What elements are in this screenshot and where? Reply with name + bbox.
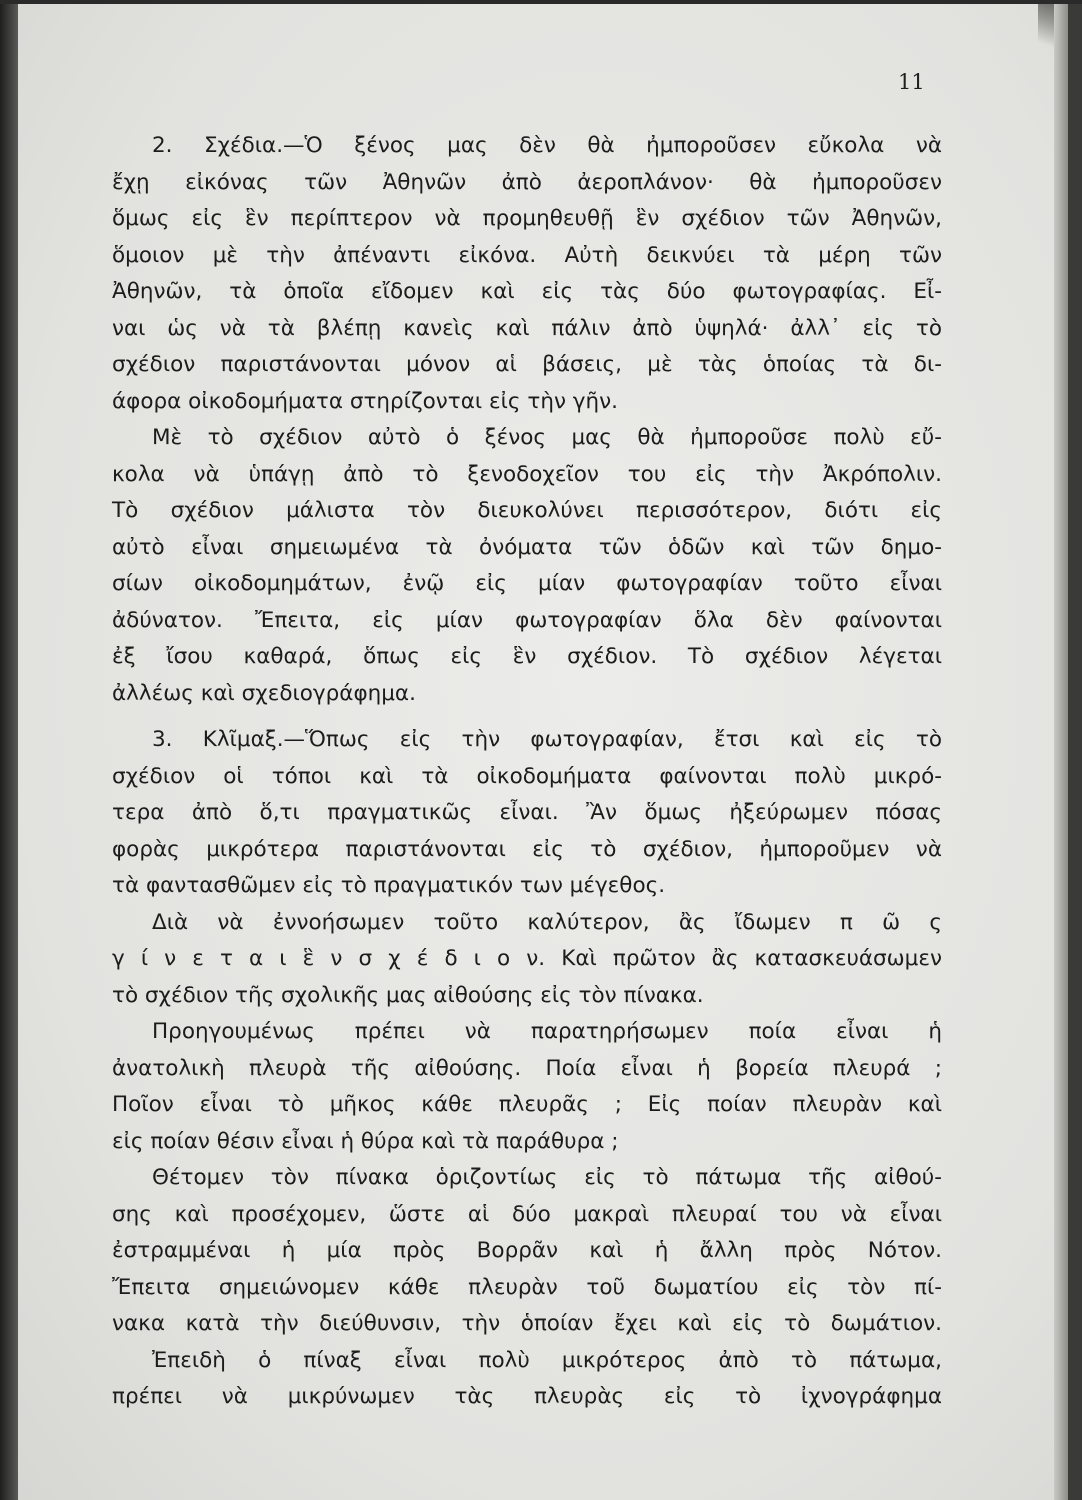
text-line: ἀδύνατον. Ἔπειτα, εἰς μίαν φωτογραφίαν ὅλα δὲν φαίνονται	[112, 607, 942, 633]
text-line: ἀλλέως καὶ σχεδιογράφημα.	[112, 680, 416, 706]
text-line: ὅμοιον μὲ τὴν ἀπέναντι εἰκόνα. Αὐτὴ δεικνύει τὰ μέρη τῶν	[112, 242, 942, 268]
text-line: 2. Σχέδια.—Ὁ ξένος μας δὲν θὰ ἠμποροῦσεν εὔκολα νὰ	[152, 133, 942, 158]
text-line: ναι ὡς νὰ τὰ βλέπῃ κανεὶς καὶ πάλιν ἀπὸ ὑψηλά· ἀλλ᾽ εἰς τὸ	[112, 315, 942, 341]
text-line: άφορα οἰκοδομήματα στηρίζονται εἰς τὴν γῆν.	[112, 388, 618, 414]
text-line: ἐστραμμέναι ἡ μία πρὸς Βορρᾶν καὶ ἡ ἄλλη πρὸς Νότον.	[112, 1238, 942, 1263]
scan-top-edge	[0, 0, 1082, 4]
text-line: σχέδιον παριστάνονται μόνον αἱ βάσεις, μὲ τὰς ὁποίας τὰ δι-	[112, 352, 942, 377]
page-right-edge	[1054, 0, 1068, 1500]
text-line: τερα ἀπὸ ὅ,τι πραγματικῶς εἶναι. Ἂν ὅμως ἠξεύρωμεν πόσας	[112, 800, 942, 825]
text-line: Ἐπειδὴ ὁ πίναξ εἶναι πολὺ μικρότερος ἀπὸ τὸ πάτωμα,	[152, 1347, 942, 1373]
text-line: αὐτὸ εἶναι σημειωμένα τὰ ὀνόματα τῶν ὁδῶν καὶ τῶν δημο-	[112, 534, 942, 560]
page-number: 11	[898, 70, 925, 94]
text-line: Μὲ τὸ σχέδιον αὐτὸ ὁ ξένος μας θὰ ἠμποροῦσε πολὺ εὔ-	[152, 425, 942, 450]
scan-left-edge	[0, 0, 18, 1500]
text-line: Προηγουμένως πρέπει νὰ παρατηρήσωμεν ποία εἶναι ἡ	[152, 1019, 942, 1044]
text-line: Ἀθηνῶν, τὰ ὁποῖα εἴδομεν καὶ εἰς τὰς δύο φωτογραφίας. Εἶ-	[112, 279, 942, 304]
text-line: Θέτομεν τὸν πίνακα ὁριζοντίως εἰς τὸ πάτωμα τῆς αἰθού-	[152, 1165, 942, 1190]
text-line: 3. Κλῖμαξ.—Ὅπως εἰς τὴν φωτογραφίαν, ἔτσι καὶ εἰς τὸ	[152, 727, 942, 752]
text-line: σίων οἰκοδομημάτων, ἐνῷ εἰς μίαν φωτογραφίαν τοῦτο εἶναι	[112, 571, 942, 596]
text-line: πρέπει νὰ μικρύνωμεν τὰς πλευρὰς εἰς τὸ ἰχνογράφημα	[112, 1384, 942, 1409]
text-line: κολα νὰ ὑπάγῃ ἀπὸ τὸ ξενοδοχεῖον του εἰς τὴν Ἀκρόπολιν.	[112, 461, 942, 487]
section-2-plans	[112, 128, 942, 712]
text-line: ἀνατολικὴ πλευρὰ τῆς αἰθούσης. Ποία εἶναι ἡ βορεία πλευρά ;	[112, 1055, 942, 1081]
text-line: Τὸ σχέδιον μάλιστα τὸν διευκολύνει περισσότερον, διότι εἰς	[112, 498, 942, 523]
text-line: εἰς ποίαν θέσιν εἶναι ἡ θύρα καὶ τὰ παράθυρα ;	[112, 1128, 619, 1154]
text-line: σχέδιον οἱ τόποι καὶ τὰ οἰκοδομήματα φαίνονται πολὺ μικρό-	[112, 763, 942, 789]
text-line: Ἔπειτα σημειώνομεν κάθε πλευρὰν τοῦ δωματίου εἰς τὸν πί-	[112, 1274, 942, 1300]
text-line: Ποῖον εἶναι τὸ μῆκος κάθε πλευρᾶς ; Εἰς ποίαν πλευρὰν καὶ	[112, 1092, 942, 1117]
text-line: τὰ φαντασθῶμεν εἰς τὸ πραγματικόν των μέγεθος.	[112, 873, 666, 898]
text-line: σης καὶ προσέχομεν, ὥστε αἱ δύο μακραὶ πλευραί του νὰ εἶναι	[112, 1201, 942, 1227]
text-line: τὸ σχέδιον τῆς σχολικῆς μας αἰθούσης εἰς τὸν πίνακα.	[112, 982, 704, 1008]
text-line: Διὰ νὰ ἐννοήσωμεν τοῦτο καλύτερον, ἂς ἴδωμεν π ῶ ς	[152, 909, 942, 935]
text-line: γ ί ν ε τ α ι ἓ ν σ χ έ δ ι ο ν. Καὶ πρῶτον ἂς κατασκευάσωμεν	[112, 946, 942, 971]
text-line: ὅμως εἰς ἓν περίπτερον νὰ προμηθευθῇ ἓν σχέδιον τῶν Ἀθηνῶν,	[112, 206, 942, 231]
text-line: ἔχῃ εἰκόνας τῶν Ἀθηνῶν ἀπὸ ἀεροπλάνον· θὰ ἠμποροῦσεν	[112, 169, 942, 195]
text-line: ἐξ ἴσου καθαρά, ὅπως εἰς ἓν σχέδιον. Τὸ σχέδιον λέγεται	[112, 644, 942, 669]
text-line: νακα κατὰ τὴν διεύθυνσιν, τὴν ὁποίαν ἔχει καὶ εἰς τὸ δωμάτιον.	[112, 1311, 942, 1336]
text-line: φορὰς μικρότερα παριστάνονται εἰς τὸ σχέδιον, ἠμποροῦμεν νὰ	[112, 836, 942, 862]
section-3-scale	[112, 722, 942, 1416]
